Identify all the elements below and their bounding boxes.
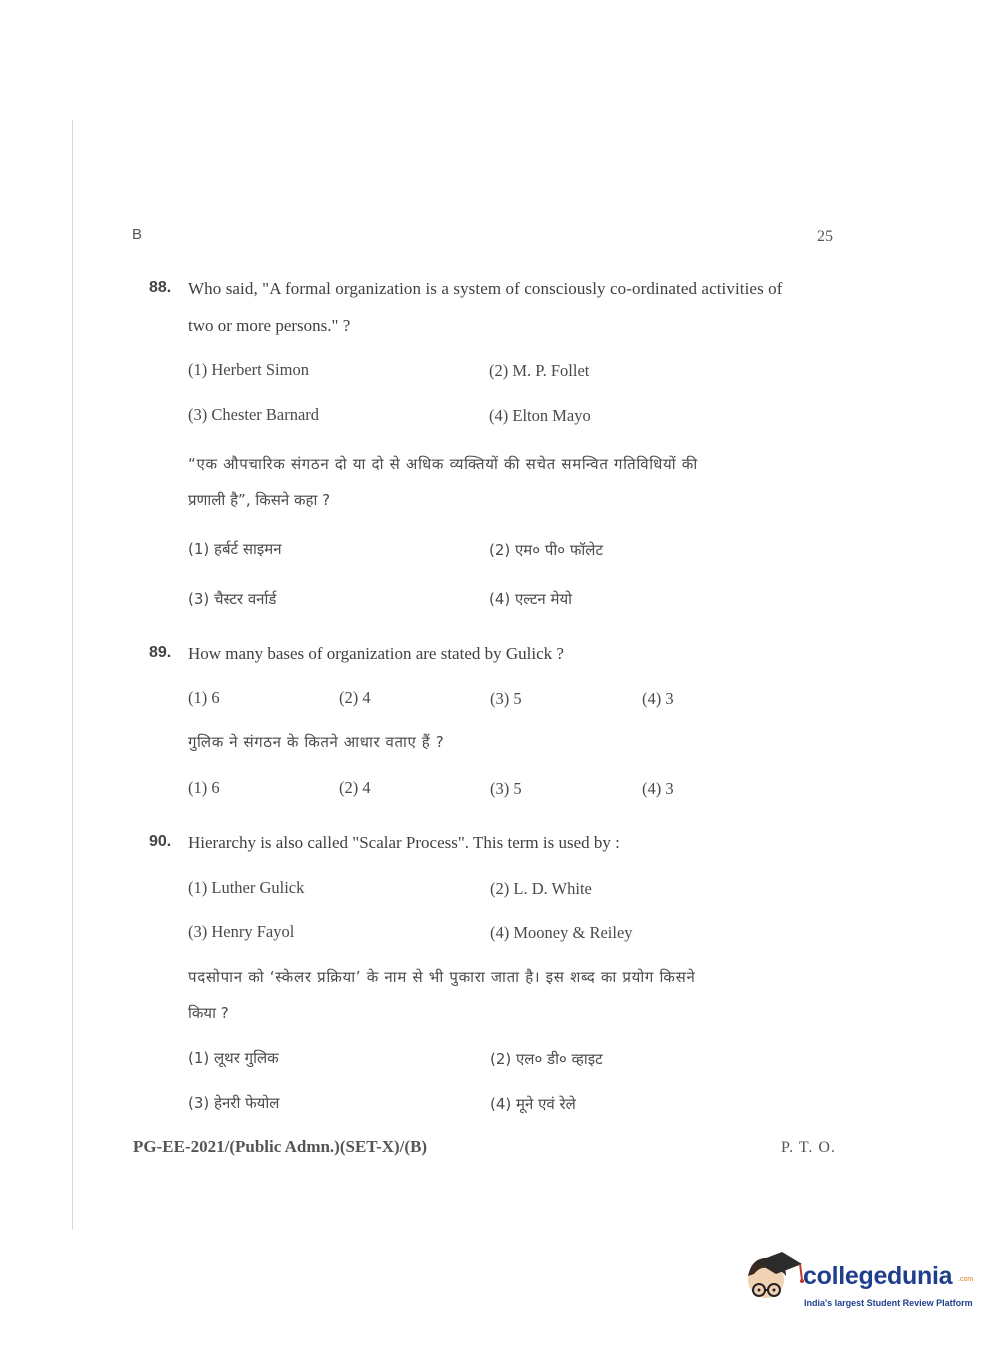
- option-3-hi: (3) चैस्टर वर्नार्ड: [188, 590, 277, 608]
- option-1-hi: (1) हर्बर्ट साइमन: [188, 540, 282, 558]
- option-4-hi: (4) 3: [642, 779, 674, 798]
- option-3-en: (3) Henry Fayol: [188, 922, 295, 941]
- option-2-hi: (2) 4: [339, 778, 371, 797]
- pto-label: P. T. O.: [781, 1139, 836, 1156]
- option-4-en: (4) Mooney & Reiley: [490, 923, 633, 942]
- option-2-en: (2) 4: [339, 688, 371, 707]
- question-text-hi: किया ?: [188, 1004, 229, 1022]
- logo-domain-suffix: .com: [958, 1276, 974, 1283]
- logo-brand-text: collegedunia: [803, 1262, 953, 1290]
- question-number: 89.: [149, 644, 172, 661]
- option-2-en: (2) L. D. White: [490, 879, 592, 898]
- question-text-en: Hierarchy is also called "Scalar Process". This term is used by :: [188, 833, 620, 852]
- question-text-hi: गुलिक ने संगठन के कितने आधार वताए हैं ?: [188, 733, 445, 751]
- question-number: 90.: [149, 833, 172, 850]
- question-text-en: How many bases of organization are stated by Gulick ?: [188, 644, 564, 663]
- option-1-en: (1) Luther Gulick: [188, 878, 305, 897]
- option-2-hi: (2) एल० डी० व्हाइट: [490, 1050, 603, 1068]
- option-4-hi: (4) मूने एवं रेले: [490, 1095, 576, 1113]
- question-text-hi: प्रणाली है”, किसने कहा ?: [188, 491, 331, 509]
- option-4-en: (4) 3: [642, 689, 674, 708]
- question-text-en: Who said, "A formal organization is a system of consciously co-ordinated activities of: [188, 279, 783, 298]
- scan-margin-line: [72, 120, 73, 1230]
- option-3-en: (3) 5: [490, 689, 522, 708]
- set-label: B: [132, 226, 143, 243]
- question-number: 88.: [149, 279, 172, 296]
- option-2-en: (2) M. P. Follet: [489, 361, 590, 380]
- question-text-hi: “एक औपचारिक संगठन दो या दो से अधिक व्यक्तियों की सचेत समन्वित गतिविधियों की: [188, 455, 698, 473]
- option-2-hi: (2) एम० पी० फॉलेट: [489, 541, 604, 559]
- question-text-en: two or more persons." ?: [188, 316, 351, 335]
- option-1-en: (1) 6: [188, 688, 220, 707]
- option-1-en: (1) Herbert Simon: [188, 360, 309, 379]
- option-3-hi: (3) 5: [490, 779, 522, 798]
- paper-code: PG-EE-2021/(Public Admn.)(SET-X)/(B): [133, 1137, 428, 1156]
- logo-tagline: India's largest Student Review Platform: [804, 1298, 973, 1308]
- option-3-hi: (3) हेनरी फेयोल: [188, 1094, 280, 1112]
- option-1-hi: (1) लूथर गुलिक: [188, 1049, 279, 1067]
- option-3-en: (3) Chester Barnard: [188, 405, 320, 424]
- option-4-en: (4) Elton Mayo: [489, 406, 591, 425]
- option-1-hi: (1) 6: [188, 778, 220, 797]
- question-text-hi: पदसोपान को ‘स्केलर प्रक्रिया’ के नाम से भी पुकारा जाता है। इस शब्द का प्रयोग किसने: [188, 968, 696, 986]
- page-number: 25: [817, 228, 833, 245]
- option-4-hi: (4) एल्टन मेयो: [489, 590, 573, 608]
